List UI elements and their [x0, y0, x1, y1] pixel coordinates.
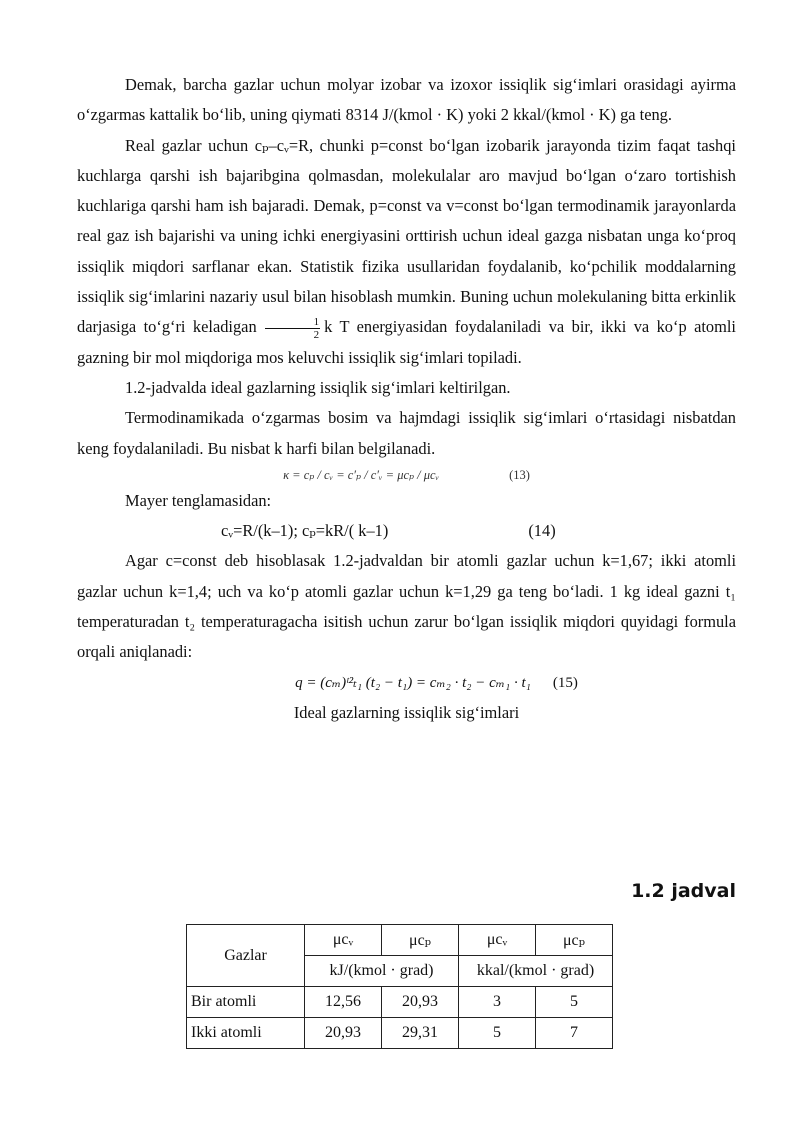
equation-14 — [77, 516, 736, 546]
equation-14-body: cᵥ=R/(k–1); cₚ=kR/( k–1) — [221, 521, 389, 541]
unit-kj: kJ/(kmol · grad) — [305, 956, 459, 987]
row-name: Bir atomli — [187, 987, 305, 1018]
equation-15-body: q = (cₘ)ᵗ²ₜ₁ (t₂ − t₁) = cₘ₂ · t₂ − cₘ₁ · t₁ — [295, 674, 531, 691]
table-header-row — [187, 925, 613, 956]
header-mucp-kkal: μcₚ — [536, 925, 613, 956]
body-text — [77, 70, 736, 728]
cell-value: 5 — [536, 987, 613, 1018]
equation-15-number: (15) — [552, 674, 578, 691]
paragraph-2-end: energiyasidan foydalaniladi va bir, ikki va ko‘p atomli gazning bir mol miqdoriga mos keluvchi issiqlik sig‘imlari topiladi. — [77, 317, 736, 367]
equation-15 — [77, 668, 736, 698]
table-caption: Ideal gazlarning issiqlik sig‘imlari — [293, 702, 520, 722]
header-mucp-kj: μcₚ — [382, 925, 459, 956]
fraction-denominator: 2 — [313, 329, 320, 342]
table-title: 1.2 jadval — [631, 880, 736, 902]
equation-13-number: (13) — [509, 467, 530, 482]
fraction-one-half — [265, 316, 321, 341]
equation-13 — [77, 464, 736, 486]
fraction-numerator: 1 — [265, 316, 321, 329]
heat-capacity-table — [186, 924, 613, 1049]
cell-value: 29,31 — [382, 1018, 459, 1049]
cell-value: 20,93 — [305, 1018, 382, 1049]
equation-13-body: κ = cₚ / cᵥ = c′ₚ / c′ᵥ = μcₚ / μcᵥ — [283, 467, 440, 482]
header-gazlar: Gazlar — [187, 925, 305, 987]
cell-value: 12,56 — [305, 987, 382, 1018]
unit-kkal: kkal/(kmol · grad) — [459, 956, 613, 987]
paragraph-3: 1.2-jadvalda ideal gazlarning issiqlik sig‘imlari keltirilgan. — [125, 377, 511, 397]
equation-14-number: (14) — [528, 521, 556, 541]
table-row — [187, 987, 613, 1018]
table-row — [187, 1018, 613, 1049]
paragraph-1: Demak, barcha gazlar uchun molyar izobar va izoxor issiqlik sig‘imlari orasidagi ayirma o‘zgarmas kattalik bo‘lib, uning qiymati 8314 J/(kmol · K) yoki 2 kkal/(kmol · K) ga teng. — [77, 75, 736, 125]
row-name: Ikki atomli — [187, 1018, 305, 1049]
cell-value: 5 — [459, 1018, 536, 1049]
paragraph-6: Agar c=const deb hisoblasak 1.2-jadvaldan bir atomli gazlar uchun k=1,67; ikki atomli gazlar uchun k=1,4; uch va ko‘p atomli gazlar uchun k=1,29 ga teng bo‘ladi. 1 kg ideal gazni t₁ temperaturadan t₂ temperaturagacha isitish uchun zarur bo‘lgan issiqlik miqdori quyidagi formula orqali aniqlanadi: — [77, 551, 736, 662]
cell-value: 20,93 — [382, 987, 459, 1018]
paragraph-5: Mayer tenglamasidan: — [125, 490, 272, 510]
cell-value: 7 — [536, 1018, 613, 1049]
kt-term: k T — [324, 317, 350, 337]
paragraph-2 — [77, 131, 736, 373]
header-mucv-kj: μcᵥ — [305, 925, 382, 956]
paragraph-4: Termodinamikada o‘zgarmas bosim va hajmdagi issiqlik sig‘imlari o‘rtasidagi nisbatdan keng foydalaniladi. Bu nisbat k harfi bilan belgilanadi. — [77, 408, 736, 458]
paragraph-2-text: Real gazlar uchun cₚ–cᵥ=R, chunki p=const bo‘lgan izobarik jarayonda tizim faqat tashqi kuchlarga qarshi ish bajaribgina qolmasdan, molekulalar aro mavjud bo‘lgan o‘zaro tortishish kuchlariga qarshi ham ish bajaradi. Demak, p=const va v=const bo‘lgan termodinamik jarayonlarda real gaz ish bajarishi va uning ichki energiyasini orttirish uchun ideal gazga nisbatan unga ko‘proq issiqlik miqdori sarflanar ekan. Statistik fizika usullaridan foydalanib, ko‘pchilik moddalarning issiqlik sig‘imlarini nazariy usul bilan hisoblash mumkin. Buning uchun molekulaning bitta erkinlik darjasiga to‘g‘ri keladigan — [77, 135, 736, 337]
cell-value: 3 — [459, 987, 536, 1018]
header-mucv-kkal: μcᵥ — [459, 925, 536, 956]
